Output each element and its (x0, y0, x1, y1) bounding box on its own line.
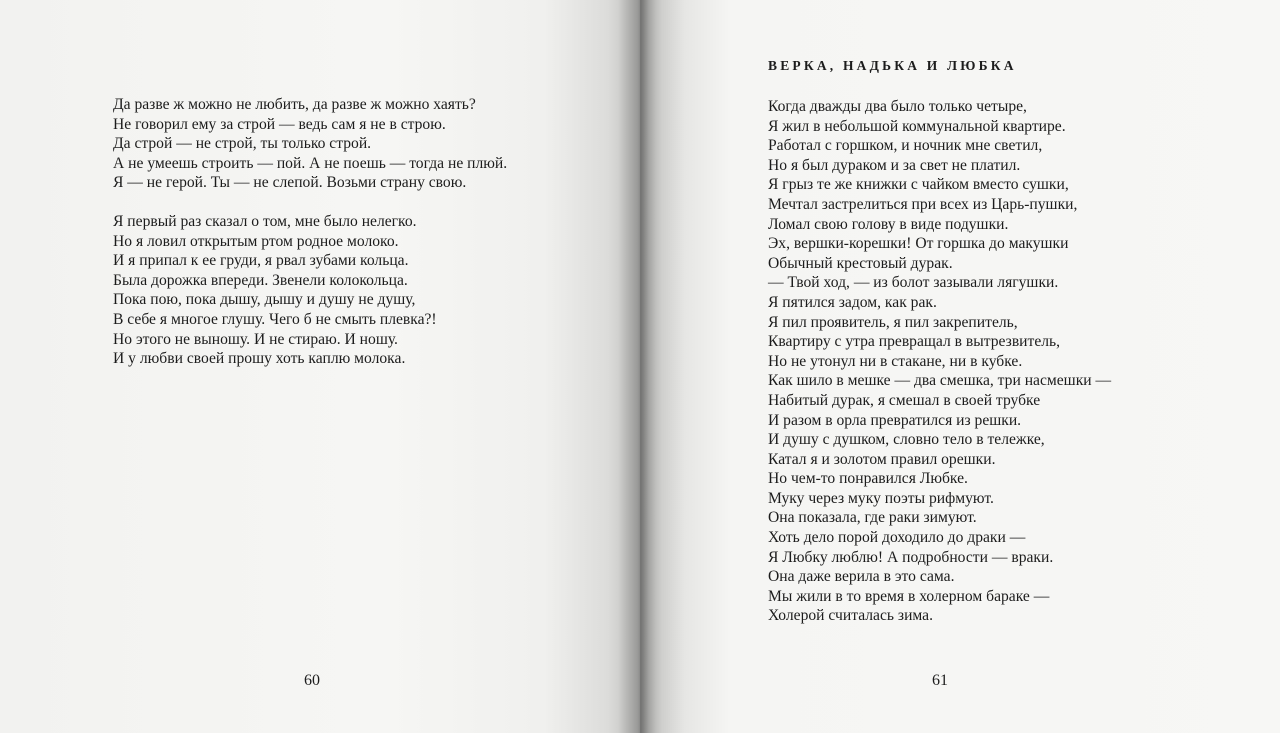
poem-line: И я припал к ее груди, я рвал зубами кольца. (113, 252, 409, 270)
poem-line: Была дорожка впереди. Звенели колокольца. (113, 271, 408, 289)
book-gutter-shadow (618, 0, 662, 733)
stanza (113, 95, 507, 193)
page-number-right: 61 (932, 672, 948, 689)
poem-line: Но я был дураком и за свет не платил. (768, 156, 1021, 174)
poem-line: — Твой ход, — из болот зазывали лягушки. (768, 274, 1059, 292)
page-number-left: 60 (304, 672, 320, 689)
poem-line: Как шило в мешке — два смешка, три насмешки — (768, 372, 1112, 390)
poem-line: Я пил проявитель, я пил закрепитель, (768, 313, 1018, 331)
poem-line: Но этого не выношу. И не стираю. И ношу. (113, 330, 398, 348)
stanza (113, 212, 507, 369)
poem-line: Я пятился задом, как рак. (768, 293, 937, 311)
left-poem (113, 95, 507, 369)
poem-line: Катал я и золотом правил орешки. (768, 450, 996, 468)
poem-line: Квартиру с утра превращал в вытрезвитель, (768, 333, 1061, 351)
poem-line: Эх, вершки-корешки! От горшка до макушки (768, 235, 1069, 253)
poem-line: Я — не герой. Ты — не слепой. Возьми страну свою. (113, 174, 467, 192)
poem-line: А не умеешь строить — пой. А не поешь — тогда не плюй. (113, 154, 508, 172)
poem-line: И душу с душком, словно тело в тележке, (768, 431, 1045, 449)
poem-line: Хоть дело порой доходило до драки — (768, 529, 1026, 547)
poem-line: Работал с горшком, и ночник мне светил, (768, 137, 1043, 155)
poem-line: Набитый дурак, я смешал в своей трубке (768, 391, 1041, 409)
poem-line: Но я ловил открытым ртом родное молоко. (113, 232, 399, 250)
poem-line: Да строй — не строй, ты только строй. (113, 135, 372, 153)
poem-line: Я Любку люблю! А подробности — враки. (768, 548, 1054, 566)
poem-line: В себе я многое глушу. Чего б не смыть плевка?! (113, 310, 437, 328)
poem-line: Я грыз те же книжки с чайком вместо сушки, (768, 176, 1069, 194)
poem-line: Я жил в небольшой коммунальной квартире. (768, 117, 1066, 135)
poem-line: Я первый раз сказал о том, мне было нелегко. (113, 212, 417, 230)
poem-line: Она показала, где раки зимуют. (768, 509, 977, 527)
poem-line: Когда дважды два было только четыре, (768, 98, 1027, 115)
right-page (640, 0, 1280, 733)
poem-line: Ломал свою голову в виде подушки. (768, 215, 1009, 233)
poem-title: ВЕРКА, НАДЬКА И ЛЮБКА (768, 58, 1017, 73)
poem-line: Мы жили в то время в холерном бараке — (768, 587, 1050, 605)
poem-line: И у любви своей прошу хоть каплю молока. (113, 350, 406, 368)
poem-line: Пока пою, пока дышу, дышу и душу не душу, (113, 291, 416, 309)
poem-line: Не говорил ему за строй — ведь сам я не в строю. (113, 115, 446, 133)
poem-line: Она даже верила в это сама. (768, 568, 955, 586)
right-poem (768, 97, 1111, 626)
poem-line: Но не утонул ни в стакане, ни в кубке. (768, 352, 1023, 370)
poem-line: Да разве ж можно не любить, да разве ж можно хаять? (113, 96, 476, 113)
poem-line: Мечтал застрелиться при всех из Царь-пушки, (768, 195, 1078, 213)
poem-line: И разом в орла превратился из решки. (768, 411, 1022, 429)
poem-line: Холерой считалась зима. (768, 607, 933, 625)
poem-line: Обычный крестовый дурак. (768, 254, 953, 272)
poem-line: Муку через муку поэты рифмуют. (768, 489, 994, 507)
poem-line: Но чем-то понравился Любке. (768, 470, 968, 488)
